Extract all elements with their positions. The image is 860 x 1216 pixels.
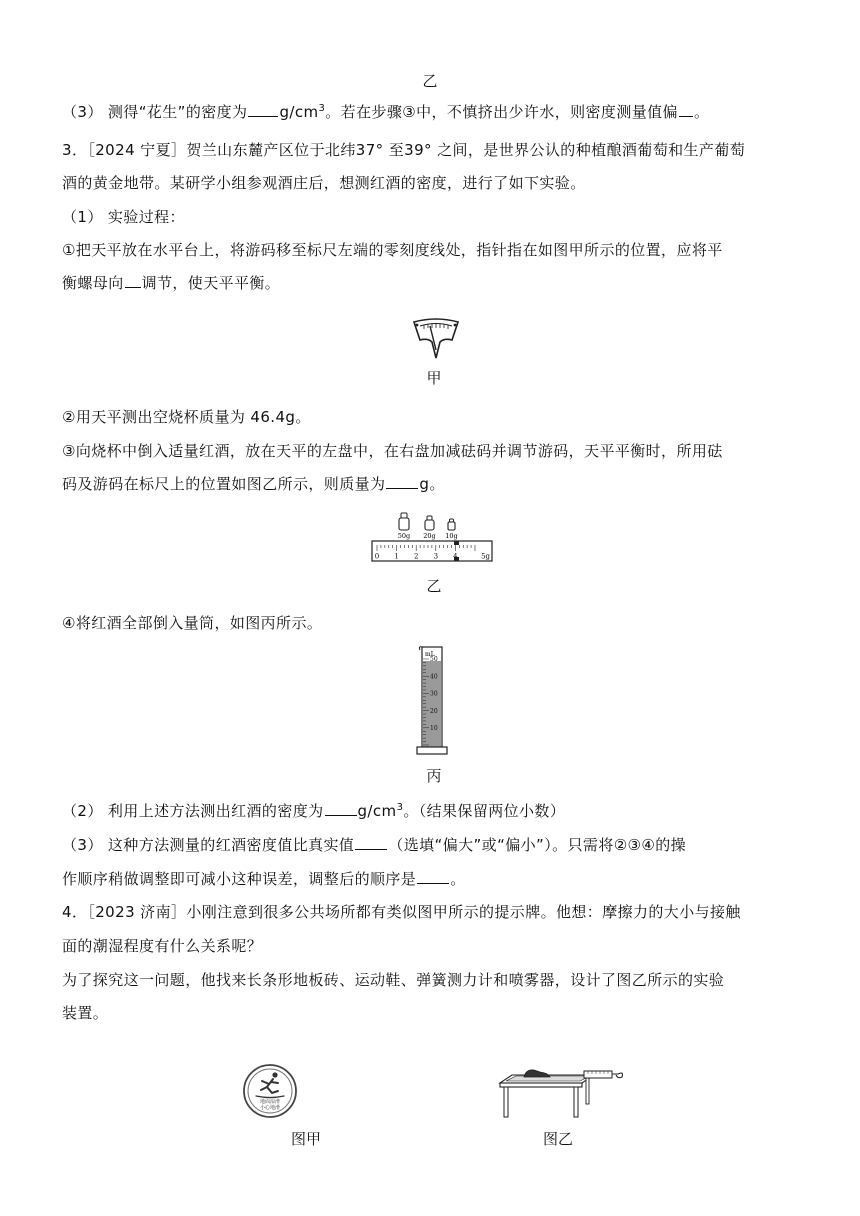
cylinder-unit: mL (425, 651, 435, 658)
scale-label: 4 (453, 552, 458, 561)
hand-icon (612, 1073, 623, 1078)
answer-blank[interactable] (417, 868, 449, 884)
scale-label: 3 (433, 552, 439, 561)
q3-step3-line2: 码及游码在标尺上的位置如图乙所示，则质量为 g。 (62, 475, 445, 493)
figure-caption-jia: 甲 (426, 369, 442, 387)
cylinder-label: 20 (430, 707, 438, 715)
weight-10g-icon (448, 519, 455, 530)
scale-label: 2 (413, 552, 419, 561)
answer-blank[interactable] (679, 101, 693, 117)
figure-caption-tuyi: 图乙 (542, 1130, 573, 1148)
q3-step2: ②用天平测出空烧杯质量为 46.4g。 (62, 408, 311, 426)
cylinder-label: 40 (430, 673, 438, 681)
q3-step1-line2: 衡螺母向 调节，使天平平衡。 (62, 274, 281, 292)
answer-blank[interactable] (248, 101, 278, 117)
table-leg (504, 1087, 508, 1117)
q3-part2: （2） 利用上述方法测出红酒的密度为 $g/cm^3$。（结果保留两位小数） (62, 802, 566, 820)
q3-stem-line1: 3．［2024 宁夏］贺兰山东麓产区位于北纬37° 至39° 之间，是世界公认的种植酿酒葡萄和生产葡萄 (62, 141, 746, 159)
scale-bar (372, 541, 492, 561)
shoe-icon (524, 1070, 550, 1077)
q4-stem-line4: 装置。 (62, 1004, 109, 1022)
scale-label: 0 (374, 552, 380, 561)
cylinder-label: 30 (430, 690, 438, 698)
balance-pointer-figure (410, 316, 462, 362)
figure-caption-tujia: 图甲 (290, 1130, 321, 1148)
weight-label: 10g (445, 532, 458, 540)
q4-stem-line1: 4．［2023 济南］小刚注意到很多公共场所都有类似图甲所示的提示牌。他想：摩擦力的大小与接触 (62, 903, 741, 921)
answer-blank[interactable] (125, 272, 141, 288)
cylinder-base (417, 747, 447, 754)
answer-blank[interactable] (386, 473, 418, 489)
table-leg (574, 1087, 578, 1117)
weights-and-scale-figure (370, 508, 494, 566)
figure-caption-yi: 乙 (426, 577, 442, 595)
answer-blank[interactable] (355, 834, 387, 850)
q3-step1-line1: ①把天平放在水平台上，将游码移至标尺左端的零刻度线处，指针指在如图甲所示的位置，应将平 (62, 241, 723, 259)
sign-text: 小心地滑 (259, 1105, 281, 1111)
q3-part3-line2: 作顺序稍做调整即可减小这种误差，调整后的顺序是 。 (62, 870, 466, 888)
weight-label: 50g (397, 532, 411, 540)
friction-experiment-figure (498, 1063, 628, 1119)
q3-stem-line2: 酒的黄金地带。某研学小组参观酒庄后，想测红酒的密度，进行了如下实验。 (62, 174, 586, 192)
answer-blank[interactable] (325, 800, 357, 816)
q4-stem-line3: 为了探究这一问题，他找来长条形地板砖、运动鞋、弹簧测力计和喷雾器，设计了图乙所示的实验 (62, 971, 725, 989)
weight-label: 20g (423, 532, 436, 540)
cylinder-label: 50 (430, 656, 438, 664)
q3-step4: ④将红酒全部倒入量筒，如图丙所示。 (62, 614, 323, 632)
figure-caption-yi-top: 乙 (422, 72, 438, 90)
q4-stem-line2: 面的潮湿程度有什么关系呢？ (62, 937, 263, 955)
q3-part3-line1: （3） 这种方法测量的红酒密度值比真实值 （选填“偏大”或“偏小”）。只需将②③④的操 (62, 836, 687, 854)
wet-floor-sign-figure (242, 1063, 298, 1119)
cylinder-label: 10 (430, 725, 438, 732)
scale-label: 1 (394, 552, 399, 561)
measuring-cylinder-figure (414, 645, 450, 757)
sign-text: 地面湿滑 (259, 1099, 281, 1105)
weight-20g-icon (425, 516, 434, 530)
q3-part1-heading: （1） 实验过程： (62, 208, 185, 226)
q2-part3-line: （3） 测得“花生”的密度为 $g/cm^3$。若在步骤③中，不慎挤出少许水，则密度测量值偏 。 (62, 103, 710, 121)
rider-icon (454, 541, 459, 545)
weight-50g-icon (399, 513, 409, 530)
scale-label: 5g (481, 552, 490, 561)
q3-step3-line1: ③向烧杯中倒入适量红酒，放在天平的左盘中，在右盘加减砝码并调节游码，天平平衡时，所用砝 (62, 442, 723, 460)
figure-caption-bing: 丙 (426, 767, 442, 785)
